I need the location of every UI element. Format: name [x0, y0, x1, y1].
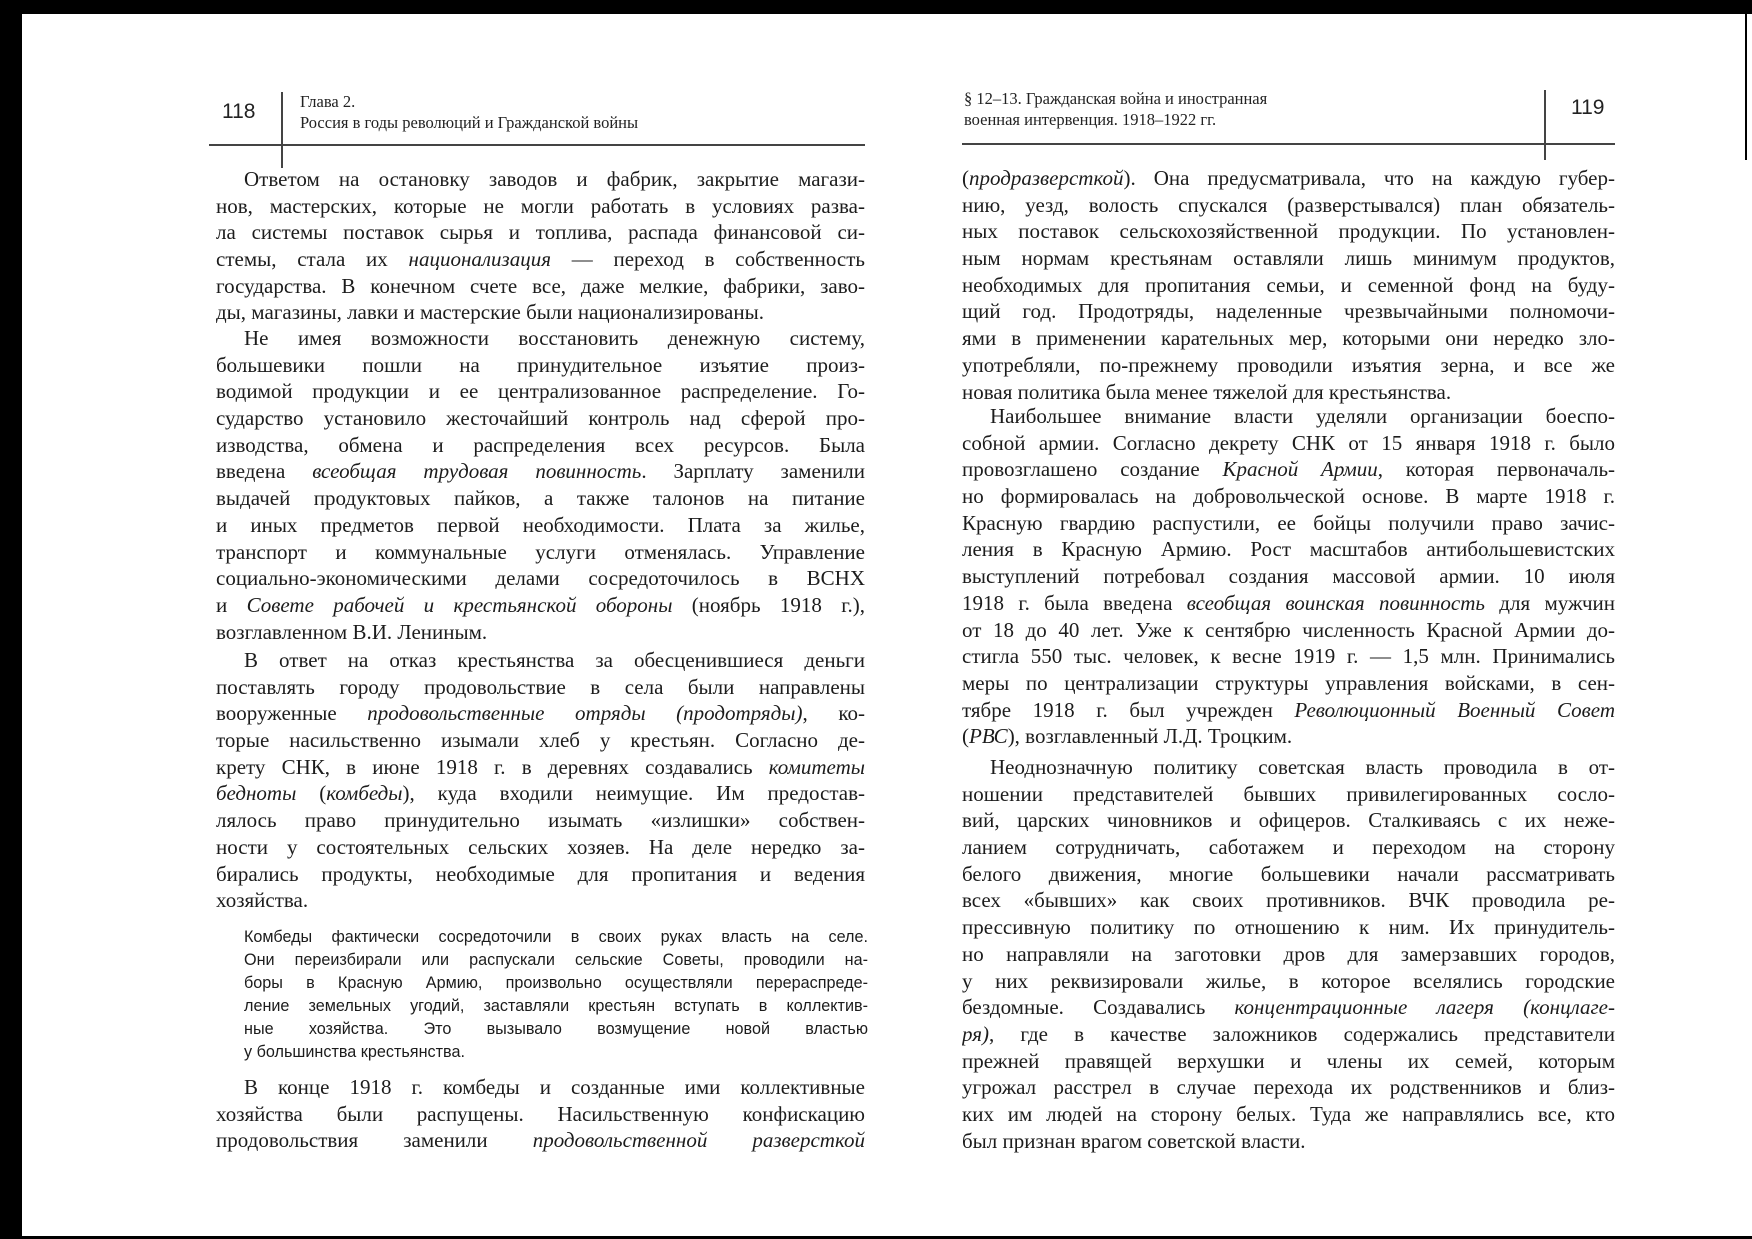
text-line — [962, 834, 1615, 861]
text-segment: у большинства крестьянства. — [244, 1043, 465, 1061]
text-segment: сударство установило жесточайший контроль над сферой про- — [216, 406, 865, 431]
text-line — [216, 299, 865, 326]
text-line — [962, 352, 1615, 379]
text-line — [216, 780, 865, 807]
text-segment: . Зарплату заменили — [641, 459, 865, 484]
emphasized-term: РВС — [969, 724, 1008, 749]
text-segment: хозяйства. — [216, 888, 309, 913]
text-segment: ( — [296, 781, 327, 806]
text-line — [216, 352, 865, 379]
scan-border-left — [0, 0, 22, 1239]
text-line — [962, 298, 1615, 325]
text-line — [216, 539, 865, 566]
text-line — [962, 968, 1615, 995]
text-segment: ланием сотрудничать, саботажем и переходом на сторону — [962, 835, 1615, 860]
text-segment: государства. В конечном счете все, даже мелкие, фабрики, заво- — [216, 273, 865, 298]
text-segment: лялось право принудительно изымать «излишки» собствен- — [216, 808, 865, 833]
text-line — [216, 700, 865, 727]
text-line — [216, 834, 865, 861]
text-segment: щий год. Продотряды, наделенные чрезвычайными полномочи- — [962, 299, 1615, 324]
text-segment: бездомные. Создавались — [962, 995, 1235, 1020]
text-segment: ных поставок сельскохозяйственной продукции. По установлен- — [962, 219, 1615, 244]
text-line — [962, 670, 1615, 697]
text-line — [962, 218, 1615, 245]
text-segment: но направляли на заготовки дров для замерзавших городов, — [962, 941, 1615, 966]
text-segment: от 18 до 40 лет. Уже к сентябрю численность Красной Армии до- — [962, 617, 1615, 642]
text-segment: , которая первоначаль- — [1377, 457, 1615, 482]
text-segment: был признан врагом советской власти. — [962, 1128, 1306, 1153]
text-line — [962, 536, 1615, 563]
right-running-head — [964, 88, 1267, 130]
emphasized-term: национализация — [408, 247, 551, 272]
text-line — [216, 405, 865, 432]
text-segment: изводства, обмена и распределения всех ресурсов. Была — [216, 432, 865, 457]
text-segment: всех «бывших» как своих противников. ВЧК проводила ре- — [962, 888, 1615, 913]
text-segment: (ноябрь 1918 г.), — [672, 592, 865, 617]
emphasized-term: Революционный Военный Совет — [1294, 697, 1615, 722]
section-title-line2: военная интервенция. 1918–1922 гг. — [964, 110, 1217, 129]
text-segment: возглавленном В.И. Лениным. — [216, 619, 488, 644]
emphasized-term: продовольственные отряды (продотряды) — [367, 701, 803, 726]
right-paragraph-1 — [962, 165, 1615, 405]
emphasized-term: Совете рабочей и крестьянской обороны — [246, 592, 673, 617]
emphasized-term: комитеты — [768, 754, 865, 779]
text-line — [962, 617, 1615, 644]
text-line — [244, 1041, 868, 1064]
text-segment: В ответ на отказ крестьянства за обесценившиеся деньги — [244, 648, 865, 672]
text-segment: выдачей продуктовых пайков, а также талонов на питание — [216, 486, 865, 511]
text-segment: 1918 г. была введена — [962, 590, 1187, 615]
text-line — [216, 727, 865, 754]
text-line — [962, 245, 1615, 272]
text-line — [962, 1021, 1615, 1048]
right-paragraph-2 — [962, 403, 1615, 750]
text-segment: для мужчин — [1484, 590, 1615, 615]
text-segment: меры по централизации структуры управления войсками, в сен- — [962, 670, 1615, 695]
text-line — [962, 643, 1615, 670]
left-paragraph-1 — [216, 166, 865, 326]
chapter-title: Россия в годы революций и Гражданской войны — [300, 113, 639, 132]
text-segment: стигла 550 тыс. человек, к весне 1919 г. — 1,5 млн. Принимались — [962, 644, 1615, 669]
text-line — [216, 166, 865, 193]
text-line — [216, 1101, 865, 1128]
note-box — [244, 926, 868, 1064]
text-segment: ( — [962, 724, 969, 749]
text-line — [216, 325, 865, 352]
text-line — [962, 861, 1615, 888]
text-line — [962, 165, 1615, 192]
text-line — [216, 619, 865, 646]
text-segment: ды, магазины, лавки и мастерские были национализированы. — [216, 300, 764, 325]
text-segment: угрожал расстрел в случае перехода их родственников и близ- — [962, 1075, 1615, 1100]
text-line — [962, 754, 1615, 781]
text-segment: социально-экономическими делами сосредоточилось в ВСНХ — [216, 566, 865, 591]
text-segment: собной армии. Согласно декрету СНК от 15 января 1918 г. было — [962, 430, 1615, 455]
text-segment: Красную гвардию распустили, ее бойцы получили право зачис- — [962, 510, 1615, 535]
text-segment: белого движения, многие большевики начали рассматривать — [962, 861, 1615, 886]
text-line — [216, 1074, 865, 1101]
text-line — [962, 807, 1615, 834]
text-segment: торые насильственно изымали хлеб у крестьян. Согласно де- — [216, 728, 865, 753]
text-segment: стемы, стала их — [216, 247, 409, 272]
text-line — [962, 1128, 1615, 1155]
right-header-divider — [1544, 90, 1546, 160]
text-segment: ). Она предусматривала, что на каждую губер- — [1123, 166, 1615, 190]
text-segment: ями в применении карательных мер, которыми они нередко зло- — [962, 326, 1615, 351]
text-line — [962, 723, 1615, 750]
emphasized-term: бедноты — [216, 781, 297, 806]
text-segment: , где в качестве заложников содержались представители — [988, 1021, 1615, 1046]
text-segment: но формировалась на добровольческой основе. В марте 1918 г. — [962, 484, 1615, 509]
emphasized-term: продовольственной разверсткой — [532, 1128, 865, 1153]
left-paragraph-2 — [216, 325, 865, 645]
text-line — [244, 995, 868, 1018]
right-page-number: 119 — [1571, 96, 1605, 119]
text-line — [962, 272, 1615, 299]
text-line — [962, 697, 1615, 724]
text-segment: продовольствия заменили — [216, 1128, 533, 1153]
text-line — [962, 403, 1615, 430]
text-segment: Они переизбирали или распускали сельские Советы, проводили на- — [244, 951, 868, 969]
right-paragraph-3 — [962, 754, 1615, 1154]
text-line — [962, 379, 1615, 406]
text-line — [216, 674, 865, 701]
text-segment: ), возглавленный Л.Д. Троцким. — [1007, 724, 1293, 749]
text-line — [216, 565, 865, 592]
text-line — [962, 510, 1615, 537]
text-line — [962, 1048, 1615, 1075]
text-line — [244, 926, 868, 949]
text-segment: хозяйства были распущены. Насильственную конфискацию — [216, 1101, 865, 1126]
text-line — [962, 887, 1615, 914]
text-segment: прессивную политику по отношению к ним. Их принудитель- — [962, 915, 1615, 940]
text-line — [962, 192, 1615, 219]
scan-border-right-line — [1745, 0, 1747, 160]
emphasized-term: продразверсткой — [969, 166, 1124, 190]
text-segment: водимой продукции и ее централизованное распределение. Го- — [216, 379, 865, 404]
text-segment: новая политика была менее тяжелой для крестьянства. — [962, 379, 1452, 404]
text-line — [962, 994, 1615, 1021]
emphasized-term: всеобщая воинская повинность — [1186, 590, 1485, 615]
text-segment: нов, мастерских, которые не могли работать в условиях разва- — [216, 193, 865, 218]
text-segment: Наибольшее внимание власти уделяли организации боеспо- — [990, 404, 1615, 428]
text-line — [216, 378, 865, 405]
text-line — [216, 273, 865, 300]
left-header-rule — [209, 144, 865, 146]
text-line — [216, 807, 865, 834]
text-line — [244, 949, 868, 972]
text-line — [962, 1101, 1615, 1128]
text-segment: ление земельных угодий, заставляли крестьян вступать в коллектив- — [244, 997, 868, 1015]
text-segment: бирались продукты, необходимые для пропитания и ведения — [216, 861, 865, 886]
text-segment: ности у состоятельных сельских хозяев. На деле нередко за- — [216, 834, 865, 859]
text-segment: , ко- — [802, 701, 865, 726]
text-line — [962, 590, 1615, 617]
text-line — [962, 563, 1615, 590]
text-segment: употребляли, по-прежнему проводили изъятия зерна, и все же — [962, 352, 1615, 377]
text-line — [962, 325, 1615, 352]
text-segment: введена — [216, 459, 313, 484]
text-segment: ления в Красную Армию. Рост масштабов антибольшевистских — [962, 537, 1615, 562]
text-segment: ные хозяйства. Это вызывало возмущение новой властью — [244, 1020, 868, 1038]
text-segment: нию, уезд, волость спускался (разверстывался) план обязатель- — [962, 192, 1615, 217]
text-segment: Не имея возможности восстановить денежную систему, — [244, 326, 865, 350]
emphasized-term: всеобщая трудовая повинность — [312, 459, 642, 484]
text-line — [216, 219, 865, 246]
text-line — [216, 1127, 865, 1154]
text-line — [216, 512, 865, 539]
text-segment: провозглашено создание — [962, 457, 1223, 482]
text-line — [962, 781, 1615, 808]
right-header-rule — [962, 143, 1615, 145]
left-page-number: 118 — [222, 100, 256, 123]
text-segment: крету СНК, в июне 1918 г. в деревнях создавались — [216, 754, 769, 779]
text-segment: ких им людей на сторону белых. Туда же направлялись все, кто — [962, 1101, 1615, 1126]
text-segment: необходимых для пропитания семьи, и семенной фонд на буду- — [962, 272, 1615, 297]
text-line — [216, 458, 865, 485]
text-line — [216, 592, 865, 619]
text-segment: вий, царских чиновников и офицеров. Сталкиваясь с их неже- — [962, 808, 1615, 833]
emphasized-term: концентрационные лагеря (концлаге- — [1234, 995, 1615, 1020]
text-line — [216, 485, 865, 512]
text-line — [244, 1018, 868, 1041]
text-line — [962, 483, 1615, 510]
text-segment: и — [216, 592, 247, 617]
text-segment: ), куда входили неимущие. Им предостав- — [402, 781, 865, 806]
text-line — [216, 754, 865, 781]
text-line — [216, 887, 865, 914]
text-line — [962, 914, 1615, 941]
text-segment: В конце 1918 г. комбеды и созданные ими коллективные — [244, 1075, 865, 1099]
left-header-divider — [281, 92, 283, 168]
text-segment: выступлений потребовал создания массовой армии. 10 июля — [962, 564, 1615, 589]
left-paragraph-3 — [216, 647, 865, 914]
text-line — [216, 246, 865, 273]
text-line — [216, 647, 865, 674]
text-line — [216, 432, 865, 459]
text-line — [962, 430, 1615, 457]
text-segment: тябре 1918 г. был учрежден — [962, 697, 1295, 722]
text-segment: и иных предметов первой необходимости. Плата за жилье, — [216, 512, 865, 537]
text-line — [962, 1074, 1615, 1101]
text-segment: ( — [962, 166, 969, 190]
emphasized-term: ря) — [962, 1021, 989, 1046]
text-line — [216, 861, 865, 888]
emphasized-term: Красной Армии — [1222, 457, 1378, 482]
text-segment: Ответом на остановку заводов и фабрик, закрытие магази- — [244, 167, 865, 191]
scan-border-top — [0, 0, 1752, 14]
text-segment: прежней правящей верхушки и члены их семей, которым — [962, 1048, 1615, 1073]
text-segment: боры в Красную Армию, произвольно осуществляли перераспреде- — [244, 974, 868, 992]
left-running-head — [300, 91, 638, 133]
text-line — [962, 456, 1615, 483]
text-segment: транспорт и коммунальные услуги отменялась. Управление — [216, 539, 865, 564]
chapter-label: Глава 2. — [300, 92, 356, 111]
text-segment: вооруженные — [216, 701, 368, 726]
emphasized-term: комбеды — [326, 781, 403, 806]
left-paragraph-4 — [216, 1074, 865, 1154]
text-segment: у них реквизировали жилье, в которое вселялись городские — [962, 968, 1615, 993]
text-segment: ла системы поставок сырья и топлива, распада финансовой си- — [216, 220, 865, 245]
text-segment: поставлять городу продовольствие в села были направлены — [216, 674, 865, 699]
text-segment: большевики пошли на принудительное изъятие произ- — [216, 352, 865, 377]
text-segment: Неоднозначную политику советская власть проводила в от- — [990, 755, 1615, 779]
text-segment: Комбеды фактически сосредоточили в своих руках власть на селе. — [244, 928, 868, 946]
section-title-line1: § 12–13. Гражданская война и иностранная — [964, 89, 1268, 108]
text-segment: ным нормам крестьянам оставляли лишь минимум продуктов, — [962, 246, 1615, 271]
text-segment: — переход в собственность — [550, 247, 865, 272]
text-line — [216, 193, 865, 220]
text-line — [962, 941, 1615, 968]
text-segment: ношении представителей бывших привилегированных сосло- — [962, 781, 1615, 806]
text-line — [244, 972, 868, 995]
